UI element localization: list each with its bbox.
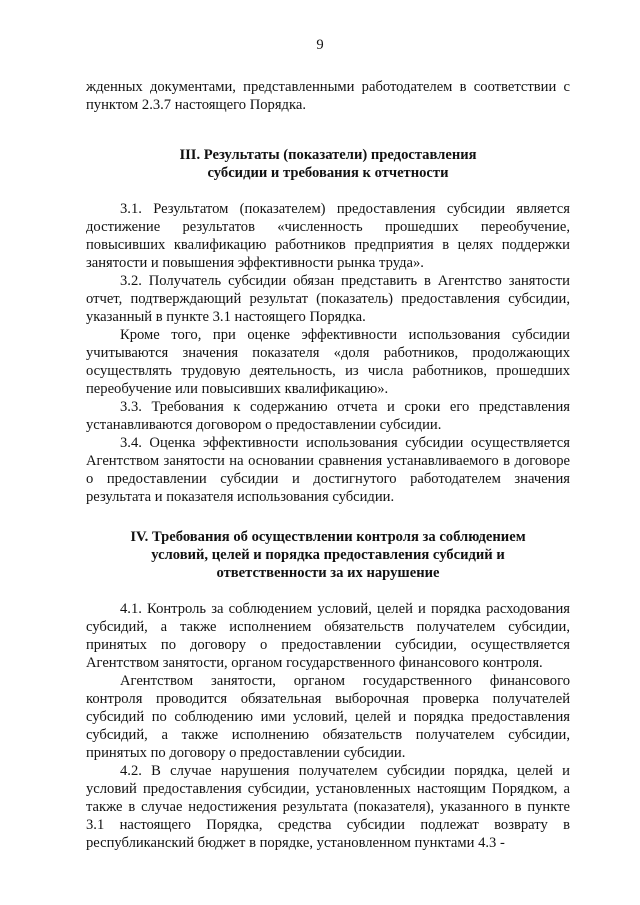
- paragraph-4-1: 4.1. Контроль за соблюдением условий, целей и порядка расходования субсидий, а также исполнением обязательств получателем субсидии, принятых по договору о предоставлении субсидии, осуществляется Агентством занятости, органом государственного финансового контроля.: [86, 601, 570, 671]
- paragraph-3-2: 3.2. Получатель субсидии обязан представить в Агентство занятости отчет, подтверждающий результат (показатель) предоставления субсидии, указанный в пункте 3.1 настоящего Порядка.: [86, 273, 570, 325]
- paragraph-3-1: 3.1. Результатом (показателем) предоставления субсидии является достижение результатов «численность прошедших переобучение, повысивших квалификацию работников предприятия в целях поддержки занятости и повышения эффективности рынка труда».: [86, 201, 570, 271]
- section-4-body: [86, 600, 570, 852]
- continuation-paragraph: жденных документами, представленными работодателем в соответствии с пунктом 2.3.7 настоящего Порядка.: [86, 79, 570, 113]
- paragraph-4-1-additional: Агентством занятости, органом государственного финансового контроля проводится обязательная выборочная проверка получателей субсидий по соблюдению ими условий, целей и порядка предоставления субсидий, а также исполнению обязательств получателем субсидии, принятых по договору о предоставлении субсидии.: [86, 673, 570, 761]
- section-4-heading: [86, 528, 570, 582]
- section-4-heading-line-2: условий, целей и порядка предоставления субсидий и: [151, 547, 505, 563]
- section-4-heading-line-1: IV. Требования об осуществлении контроля за соблюдением: [130, 529, 526, 545]
- page-number: 9: [316, 37, 324, 53]
- section-3-body: [86, 200, 570, 506]
- section-3-heading-line-1: III. Результаты (показатели) предоставления: [179, 147, 477, 163]
- section-3-heading-line-2: субсидии и требования к отчетности: [207, 165, 449, 181]
- section-4-heading-line-3: ответственности за их нарушение: [216, 565, 440, 581]
- paragraph-4-2: 4.2. В случае нарушения получателем субсидии порядка, целей и условий предоставления субсидии, установленных настоящим Порядком, а также в случае недостижения результата (показателя), указанного в пункте 3.1 настоящего Порядка, средства субсидии подлежат возврату в республиканский бюджет в порядке, установленном пунктами 4.3 -: [86, 763, 570, 851]
- previous-section-continuation: [86, 78, 570, 114]
- paragraph-3-3: 3.3. Требования к содержанию отчета и сроки его представления устанавливаются договором о предоставлении субсидии.: [86, 399, 570, 433]
- paragraph-3-2-additional: Кроме того, при оценке эффективности использования субсидии учитываются значения показателя «доля работников, продолжающих осуществлять трудовую деятельность, из числа работников, прошедших переобучение или повысивших квалификацию».: [86, 327, 570, 397]
- paragraph-3-4: 3.4. Оценка эффективности использования субсидии осуществляется Агентством занятости на основании сравнения устанавливаемого в договоре о предоставлении субсидии и достигнутого работодателем значения результата и показателя использования субсидии.: [86, 435, 570, 505]
- section-3-heading: [86, 146, 570, 182]
